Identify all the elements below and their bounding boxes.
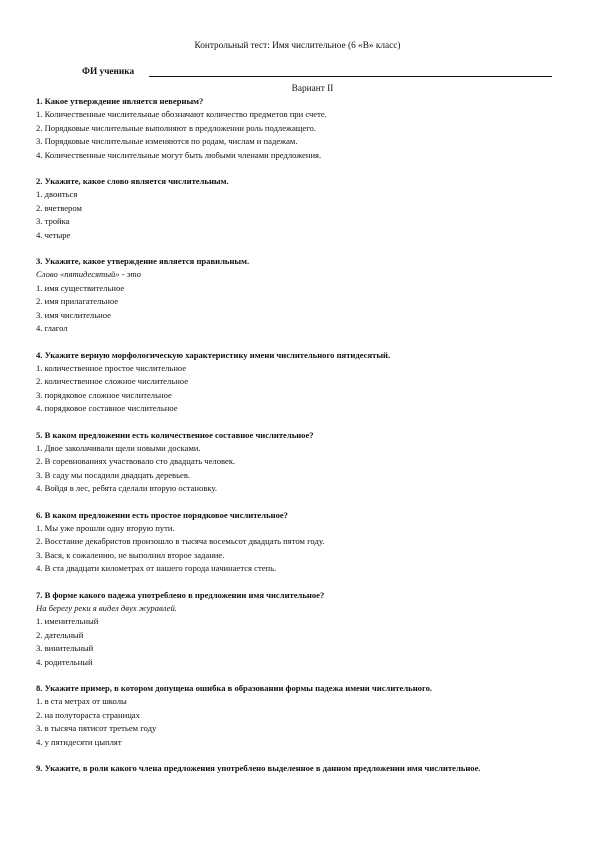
question-5-title: 5. В каком предложении есть количественное составное числительное? xyxy=(36,429,314,440)
question-2-option-1[interactable]: 1. двоиться xyxy=(36,189,78,200)
question-2-option-3[interactable]: 3. тройка xyxy=(36,216,70,227)
question-6 xyxy=(36,509,559,576)
question-3-option-2[interactable]: 2. имя прилагательное xyxy=(36,296,119,307)
question-7-title: 7. В форме какого падежа употреблено в предложении имя числительное? xyxy=(36,589,325,600)
question-7-subtitle: На берегу реки я видел двух журавлей. xyxy=(36,603,177,613)
question-4-option-1[interactable]: 1. количественное простое числительное xyxy=(36,362,187,373)
question-1-title: 1. Какое утверждение является неверным? xyxy=(36,96,204,106)
question-4-option-4[interactable]: 4. порядковое составное числительное xyxy=(36,403,178,414)
variant-label: Вариант II xyxy=(291,84,334,94)
question-5-option-4[interactable]: 4. Войдя в лес, ребята сделали вторую остановку. xyxy=(36,483,218,494)
question-8-option-2[interactable]: 2. на полутораста страницах xyxy=(36,709,140,720)
question-1-option-4[interactable]: 4. Количественные числительные могут быть любыми членами предложения. xyxy=(36,149,322,160)
question-1 xyxy=(36,95,559,162)
question-4 xyxy=(36,349,559,416)
question-8 xyxy=(36,682,559,749)
questions-list xyxy=(36,95,559,775)
question-8-option-3[interactable]: 3. в тысяча пятисот третьем году xyxy=(36,723,157,734)
question-5 xyxy=(36,429,559,496)
question-3-subtitle: Слово «пятидесятый» - это xyxy=(36,269,141,280)
question-2-option-4[interactable]: 4. четыре xyxy=(36,229,71,240)
question-6-title: 6. В каком предложении есть простое порядковое числительное? xyxy=(36,509,288,520)
question-3-title: 3. Укажите, какое утверждение является правильным. xyxy=(36,256,250,267)
student-name-line[interactable] xyxy=(149,76,552,77)
question-5-option-2[interactable]: 2. В соревнованиях участвовало сто двадцать человек. xyxy=(36,456,236,467)
student-name-field[interactable] xyxy=(82,66,552,78)
question-7-option-4[interactable]: 4. родительный xyxy=(36,656,93,667)
question-3-option-1[interactable]: 1. имя существительное xyxy=(36,282,125,293)
question-6-option-2[interactable]: 2. Восстание декабристов произошло в тысяча восемьсот двадцать пятом году. xyxy=(36,536,325,547)
question-7-option-3[interactable]: 3. винительный xyxy=(36,643,94,654)
question-6-option-4[interactable]: 4. В ста двадцати километрах от нашего города начинается степь. xyxy=(36,563,277,574)
question-2-option-2[interactable]: 2. вчетвером xyxy=(36,202,82,213)
question-4-title: 4. Укажите верную морфологическую характеристику имени числительного пятидесятый. xyxy=(36,349,391,360)
question-9-title: 9. Укажите, в роли какого члена предложения употреблено выделенное в данном предложении имя числительное. xyxy=(36,763,481,774)
question-4-option-2[interactable]: 2. количественное сложное числительное xyxy=(36,376,189,387)
test-title: Контрольный тест: Имя числительное (6 «В» класс) xyxy=(194,41,401,51)
question-2 xyxy=(36,175,559,242)
question-8-title: 8. Укажите пример, в котором допущена ошибка в образовании формы падежа имени числительного. xyxy=(36,683,433,694)
question-6-option-1[interactable]: 1. Мы уже прошли одну вторую пути. xyxy=(36,522,175,533)
question-3-option-4[interactable]: 4. глагол xyxy=(36,323,68,334)
question-1-option-3[interactable]: 3. Порядковые числительные изменяются по родам, числам и падежам. xyxy=(36,136,298,147)
question-8-option-1[interactable]: 1. в ста метрах от школы xyxy=(36,696,127,707)
student-name-label: ФИ ученика xyxy=(82,67,135,77)
question-4-option-3[interactable]: 3. порядковое сложное числительное xyxy=(36,389,172,400)
question-7-option-2[interactable]: 2. дательный xyxy=(36,629,84,640)
question-3 xyxy=(36,255,559,335)
question-1-option-1[interactable]: 1. Количественные числительные обозначают количество предметов при счете. xyxy=(36,109,327,120)
question-1-option-2[interactable]: 2. Порядковые числительные выполняют в предложении роль подлежащего. xyxy=(36,122,316,133)
question-6-option-3[interactable]: 3. Вася, к сожалению, не выполнил второе задание. xyxy=(36,549,225,560)
question-7 xyxy=(36,589,559,669)
question-2-title: 2. Укажите, какое слово является числительным. xyxy=(36,176,229,187)
question-5-option-3[interactable]: 3. В саду мы посадили двадцать деревьев. xyxy=(36,469,191,480)
question-9 xyxy=(36,762,559,775)
question-3-option-3[interactable]: 3. имя числительное xyxy=(36,309,111,320)
question-7-option-1[interactable]: 1. именительный xyxy=(36,616,99,627)
question-5-option-1[interactable]: 1. Двое заколачивали щели новыми досками. xyxy=(36,442,201,453)
question-8-option-4[interactable]: 4. у пятидесяти цыплят xyxy=(36,736,122,747)
